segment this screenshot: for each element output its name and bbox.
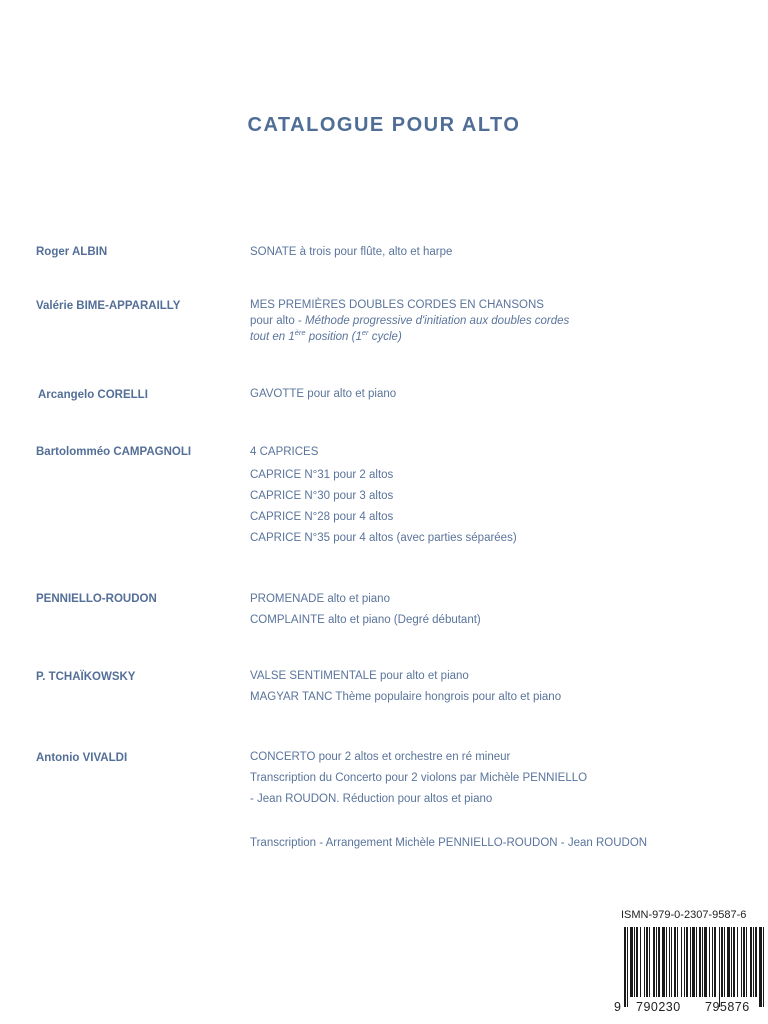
work-line: CAPRICE N°30 pour 3 altos bbox=[250, 490, 394, 502]
barcode-digit-first: 9 bbox=[614, 1000, 622, 1014]
work-line: GAVOTTE pour alto et piano bbox=[250, 388, 397, 400]
barcode-bar bbox=[746, 927, 747, 997]
work-list bbox=[250, 591, 481, 628]
composer-name: Antonio VIVALDI bbox=[36, 752, 128, 764]
barcode-bar bbox=[653, 927, 655, 997]
barcode-bar bbox=[666, 927, 667, 997]
composer-name: P. TCHAÏKOWSKY bbox=[36, 671, 136, 683]
barcode-bar bbox=[731, 927, 732, 997]
work-line-part: cycle) bbox=[368, 331, 402, 343]
barcode-bar bbox=[712, 927, 713, 997]
barcode-bar bbox=[630, 927, 633, 997]
work-line: VALSE SENTIMENTALE pour alto et piano bbox=[250, 670, 469, 682]
barcode-bar bbox=[692, 927, 695, 997]
composer-name: Arcangelo CORELLI bbox=[38, 389, 148, 401]
work-line-part: position (1 bbox=[305, 331, 362, 343]
barcode-bar bbox=[743, 927, 745, 997]
work-list bbox=[250, 244, 452, 260]
work-line bbox=[250, 313, 569, 329]
barcode-bar bbox=[674, 927, 676, 997]
work-line-part: tout en 1 bbox=[250, 331, 295, 343]
barcode-bar bbox=[763, 927, 764, 1007]
work-line: COMPLAINTE alto et piano (Degré débutant) bbox=[250, 614, 481, 626]
barcode-bar bbox=[755, 927, 757, 997]
barcode-bar bbox=[719, 927, 720, 1007]
work-line: CAPRICE N°31 pour 2 altos bbox=[250, 469, 394, 481]
barcode-bar bbox=[636, 927, 638, 997]
work-list bbox=[250, 668, 561, 705]
work-line: SONATE à trois pour flûte, alto et harpe bbox=[250, 246, 453, 258]
work-line: PROMENADE alto et piano bbox=[250, 593, 390, 605]
barcode-bar bbox=[733, 927, 735, 997]
barcode-bar bbox=[699, 927, 701, 997]
work-line: MES PREMIÈRES DOUBLES CORDES EN CHANSONS bbox=[250, 299, 544, 311]
barcode-bar bbox=[750, 927, 752, 997]
barcode-bar bbox=[634, 927, 635, 997]
barcode-bar bbox=[727, 927, 730, 997]
barcode-bar bbox=[649, 927, 650, 997]
work-line bbox=[250, 329, 569, 345]
barcode-bar bbox=[759, 927, 762, 1007]
superscript: er bbox=[361, 328, 369, 338]
barcode bbox=[624, 927, 764, 1007]
arrangement-credit: Transcription - Arrangement Michèle PENNIELLO-ROUDON - Jean ROUDON bbox=[250, 837, 648, 849]
barcode-bar bbox=[753, 927, 754, 997]
ismn-number: ISMN-979-0-2307-9587-6 bbox=[621, 909, 747, 921]
work-list bbox=[250, 297, 569, 345]
barcode-group-left: 790230 bbox=[636, 1000, 681, 1014]
work-line: CONCERTO pour 2 altos et orchestre en ré mineur bbox=[250, 751, 511, 763]
work-line: - Jean ROUDON. Réduction pour altos et piano bbox=[250, 793, 493, 805]
barcode-bar bbox=[686, 927, 688, 997]
barcode-bar bbox=[737, 927, 738, 997]
barcode-bar bbox=[669, 927, 670, 997]
barcode-group-right: 795876 bbox=[705, 1000, 750, 1014]
work-line: CAPRICE N°35 pour 4 altos (avec parties séparées) bbox=[250, 532, 517, 544]
barcode-bar bbox=[646, 927, 648, 997]
barcode-bar bbox=[741, 927, 742, 997]
work-line: CAPRICE N°28 pour 4 altos bbox=[250, 511, 394, 523]
barcode-bar bbox=[627, 927, 628, 1007]
barcode-bar bbox=[702, 927, 703, 997]
work-line-italic: Méthode progressive d'initiation aux doubles cordes bbox=[304, 315, 570, 327]
barcode-bar bbox=[677, 927, 678, 997]
composer-name: PENNIELLO-ROUDON bbox=[36, 593, 157, 605]
barcode-bar bbox=[690, 927, 691, 997]
barcode-bar bbox=[714, 927, 716, 997]
work-line: 4 CAPRICES bbox=[250, 446, 319, 458]
barcode-bar bbox=[656, 927, 657, 997]
barcode-bar bbox=[681, 927, 682, 997]
page-title: CATALOGUE POUR ALTO bbox=[247, 114, 521, 136]
work-list bbox=[250, 444, 517, 546]
barcode-bar bbox=[662, 927, 665, 997]
barcode-bar bbox=[696, 927, 697, 997]
work-list bbox=[250, 386, 396, 402]
barcode-bar bbox=[671, 927, 672, 997]
composer-name: Bartolomméo CAMPAGNOLI bbox=[36, 446, 192, 458]
barcode-bar bbox=[721, 927, 723, 997]
work-line: MAGYAR TANC Thème populaire hongrois pour alto et piano bbox=[250, 691, 562, 703]
barcode-bar bbox=[658, 927, 660, 997]
work-line-part: pour alto - bbox=[250, 315, 305, 327]
composer-name: Valérie BIME-APPARAILLY bbox=[36, 300, 181, 312]
barcode-bar bbox=[624, 927, 626, 1007]
barcode-bar bbox=[640, 927, 641, 997]
barcode-bar bbox=[684, 927, 685, 997]
barcode-bar bbox=[709, 927, 710, 997]
work-list bbox=[250, 749, 587, 807]
barcode-bar bbox=[724, 927, 725, 997]
composer-name: Roger ALBIN bbox=[36, 246, 108, 258]
barcode-bar bbox=[704, 927, 707, 997]
work-line: Transcription du Concerto pour 2 violons par Michèle PENNIELLO bbox=[250, 772, 588, 784]
barcode-bar bbox=[644, 927, 645, 997]
superscript: ère bbox=[294, 328, 306, 338]
